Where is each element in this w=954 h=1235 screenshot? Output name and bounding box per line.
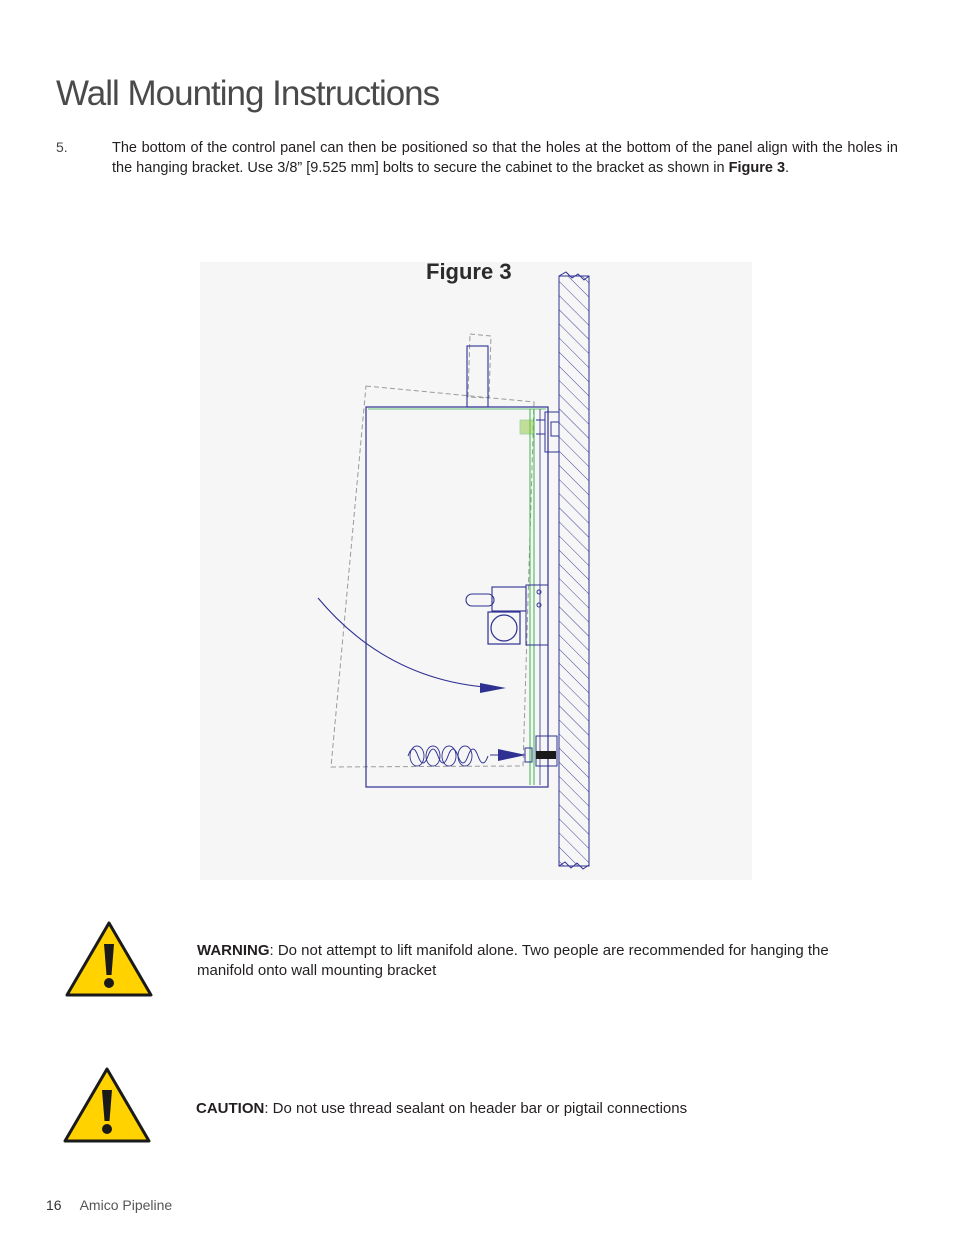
wall xyxy=(559,272,589,869)
mounting-diagram-svg xyxy=(200,262,752,880)
figure-label: Figure 3 xyxy=(426,259,512,284)
page-title: Wall Mounting Instructions xyxy=(56,74,440,113)
step-number: 5. xyxy=(56,139,68,155)
mounting-bolt xyxy=(408,736,557,766)
hanging-bracket xyxy=(520,412,559,452)
warning-triangle-icon xyxy=(64,920,154,998)
figure-reference: Figure 3 xyxy=(728,160,786,176)
cabinet-tilted-outline xyxy=(331,386,534,767)
caution-triangle-icon xyxy=(62,1066,152,1144)
figure-3-diagram xyxy=(200,262,752,880)
cabinet xyxy=(366,407,548,787)
mid-bracket xyxy=(466,585,548,645)
step-text-before: The bottom of the control panel can then be positioned so that the holes at the bottom of the panel align with the holes in the hanging bracket. Use 3/8” [9.525 mm] bolts to secure the cabinet to the bracket as shown in xyxy=(112,140,898,176)
page-number: 16 xyxy=(46,1197,62,1213)
warning-text: : Do not attempt to lift manifold alone. Two people are recommended for hanging the manifold onto wall mounting bracket xyxy=(197,942,829,979)
warning-label: WARNING xyxy=(197,942,270,959)
step-text-after: . xyxy=(785,160,790,176)
footer-brand: Amico Pipeline xyxy=(79,1197,173,1213)
step-paragraph xyxy=(112,138,898,178)
caution-notice xyxy=(196,1099,836,1119)
header-pipe xyxy=(467,346,488,407)
warning-notice xyxy=(197,941,837,981)
caution-label: CAUTION xyxy=(196,1100,265,1117)
caution-text: : Do not use thread sealant on header bar or pigtail connections xyxy=(264,1100,688,1117)
page-footer xyxy=(46,1197,172,1213)
